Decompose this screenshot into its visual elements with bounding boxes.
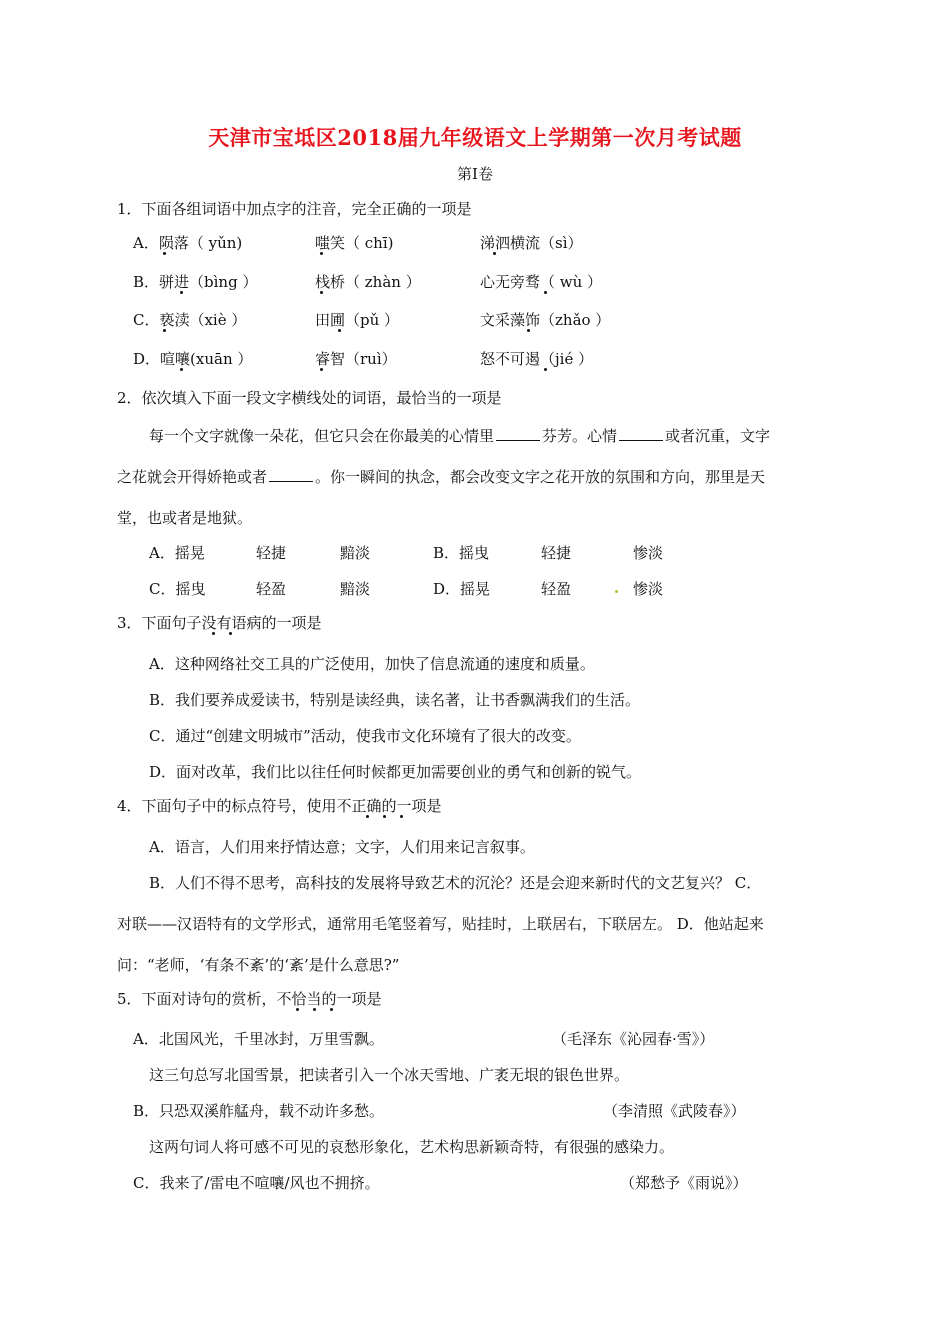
q2-option-d-1: D．摇晃 <box>433 580 491 598</box>
q5-option-a-note: 这三句总写北国雪景，把读者引入一个冰天雪地、广袤无垠的银色世界。 <box>149 1066 630 1084</box>
q2-option-c-2: 轻盈 <box>256 580 287 598</box>
q1-option-b-2: 栈桥（ zhàn ） <box>315 273 421 291</box>
emphasis-dot <box>320 368 323 371</box>
q5-stem: 5．下面对诗句的赏析，不恰当的一项是 <box>117 990 382 1008</box>
q2-option-d-3: 惨淡 <box>633 580 664 598</box>
q2-stem: 2．依次填入下面一段文字横线处的词语，最恰当的一项是 <box>117 389 502 407</box>
emphasis-dot <box>180 291 183 294</box>
fill-blank-1[interactable] <box>496 428 540 441</box>
q2-passage-line-3: 堂，也或者是地狱。 <box>117 509 253 527</box>
q1-option-d-2: 睿智（ruì） <box>315 350 397 368</box>
q3-option-d: D．面对改革，我们比以往任何时候都更加需要创业的勇气和创新的锐气。 <box>149 763 642 781</box>
q3-option-c: C．通过“创建文明城市”活动，使我市文化环境有了很大的改变。 <box>149 727 581 745</box>
q2-passage-line-1 <box>149 425 770 446</box>
emphasis-dot <box>320 252 323 255</box>
emphasis-dot <box>320 291 323 294</box>
q2-option-a-1: A．摇晃 <box>149 544 205 562</box>
q1-option-d-3: 怒不可遏（jié ） <box>480 350 594 368</box>
fill-blank-3[interactable] <box>269 469 313 482</box>
emphasis-dot <box>338 329 341 332</box>
q4-option-b: B．人们不得不思考，高科技的发展将导致艺术的沉沦？还是会迎来新时代的文艺复兴？ C． <box>149 874 762 892</box>
q3-option-b: B．我们要养成爱读书，特别是读经典，读名著，让书香飘满我们的生活。 <box>149 691 641 709</box>
emphasis-dot <box>400 815 403 818</box>
emphasis-dot <box>330 1008 333 1011</box>
q1-option-a-2: 嗤笑（ chī) <box>315 234 394 252</box>
emphasis-dot <box>229 632 232 635</box>
q1-option-a-1: A．陨落（ yǔn) <box>133 234 243 252</box>
q5-option-c-source: （郑愁予《雨说》） <box>620 1174 748 1192</box>
q5-option-a-source: （毛泽东《沁园春·雪》） <box>552 1030 715 1048</box>
emphasis-dot <box>313 1008 316 1011</box>
fill-blank-2[interactable] <box>619 428 663 441</box>
q1-option-d-1: D．喧嚷(xuān ） <box>133 350 253 368</box>
q2-option-b-2: 轻捷 <box>541 544 572 562</box>
q3-option-a: A．这种网络社交工具的广泛使用，加快了信息流通的速度和质量。 <box>149 655 595 673</box>
q5-option-b-line: B．只恐双溪舴艋舟，载不动许多愁。 <box>133 1102 385 1120</box>
emphasis-dot <box>163 252 166 255</box>
emphasis-dot <box>296 1008 299 1011</box>
q5-option-c-line: C．我来了/雷电不喧嚷/风也不拥挤。 <box>133 1174 380 1192</box>
q2-passage-line-2 <box>117 466 765 487</box>
stray-mark <box>615 590 618 593</box>
q4-stem: 4．下面句子中的标点符号，使用不正确的一项是 <box>117 797 442 815</box>
q4-option-d: 问：“老师，‘有条不紊’的‘紊’是什么意思?” <box>117 956 400 974</box>
q2-option-b-1: B．摇曳 <box>433 544 490 562</box>
q1-option-b-3: 心无旁骛（ wù ） <box>480 273 603 291</box>
q5-option-a-line: A．北国风光，千里冰封，万里雪飘。 <box>133 1030 384 1048</box>
q2-passage-text: 。你一瞬间的执念，都会改变文字之花开放的氛围和方向，那里是天 <box>315 468 766 486</box>
q4-option-a: A．语言，人们用来抒情达意；文字，人们用来记言叙事。 <box>149 838 535 856</box>
q3-stem: 3．下面句子没有语病的一项是 <box>117 614 322 632</box>
emphasis-dot <box>527 329 530 332</box>
emphasis-dot <box>180 368 183 371</box>
emphasis-dot <box>383 815 386 818</box>
emphasis-dot <box>544 368 547 371</box>
q2-option-d-2: 轻盈 <box>541 580 572 598</box>
q2-option-a-2: 轻捷 <box>256 544 287 562</box>
q2-passage-text: 芬芳。心情 <box>542 427 618 445</box>
q2-option-c-1: C．摇曳 <box>149 580 206 598</box>
emphasis-dot <box>493 252 496 255</box>
q2-passage-text: 或者沉重，文字 <box>665 427 771 445</box>
q5-option-b-source: （李清照《武陵春》） <box>603 1102 746 1120</box>
q2-option-c-3: 黯淡 <box>340 580 371 598</box>
q1-option-c-3: 文采藻饰（zhǎo ） <box>480 311 611 329</box>
emphasis-dot <box>366 815 369 818</box>
emphasis-dot <box>163 329 166 332</box>
q5-option-b-note: 这两句词人将可感不可见的哀愁形象化，艺术构思新颖奇特，有很强的感染力。 <box>149 1138 675 1156</box>
q1-option-a-3: 涕泗横流（sì） <box>480 234 583 252</box>
q2-option-a-3: 黯淡 <box>340 544 371 562</box>
q2-passage-text: 每一个文字就像一朵花，但它只会在你最美的心情里 <box>149 427 495 445</box>
section-label: 第I卷 <box>457 165 493 183</box>
q1-option-b-1: B．骈进（bìng ） <box>133 273 258 291</box>
q1-stem: 1．下面各组词语中加点字的注音，完全正确的一项是 <box>117 200 472 218</box>
emphasis-dot <box>212 632 215 635</box>
q1-option-c-1: C．亵渎（xiè ） <box>133 311 247 329</box>
q2-passage-text: 之花就会开得娇艳或者 <box>117 468 268 486</box>
q2-option-b-3: 惨淡 <box>633 544 664 562</box>
emphasis-dot <box>544 291 547 294</box>
q1-option-c-2: 田圃（pǔ ） <box>315 311 400 329</box>
document-title: 天津市宝坻区2018届九年级语文上学期第一次月考试题 <box>208 125 742 150</box>
q4-option-c: 对联——汉语特有的文学形式，通常用毛笔竖着写，贴挂时，上联居右，下联居左。 D．他站起来 <box>117 915 764 933</box>
